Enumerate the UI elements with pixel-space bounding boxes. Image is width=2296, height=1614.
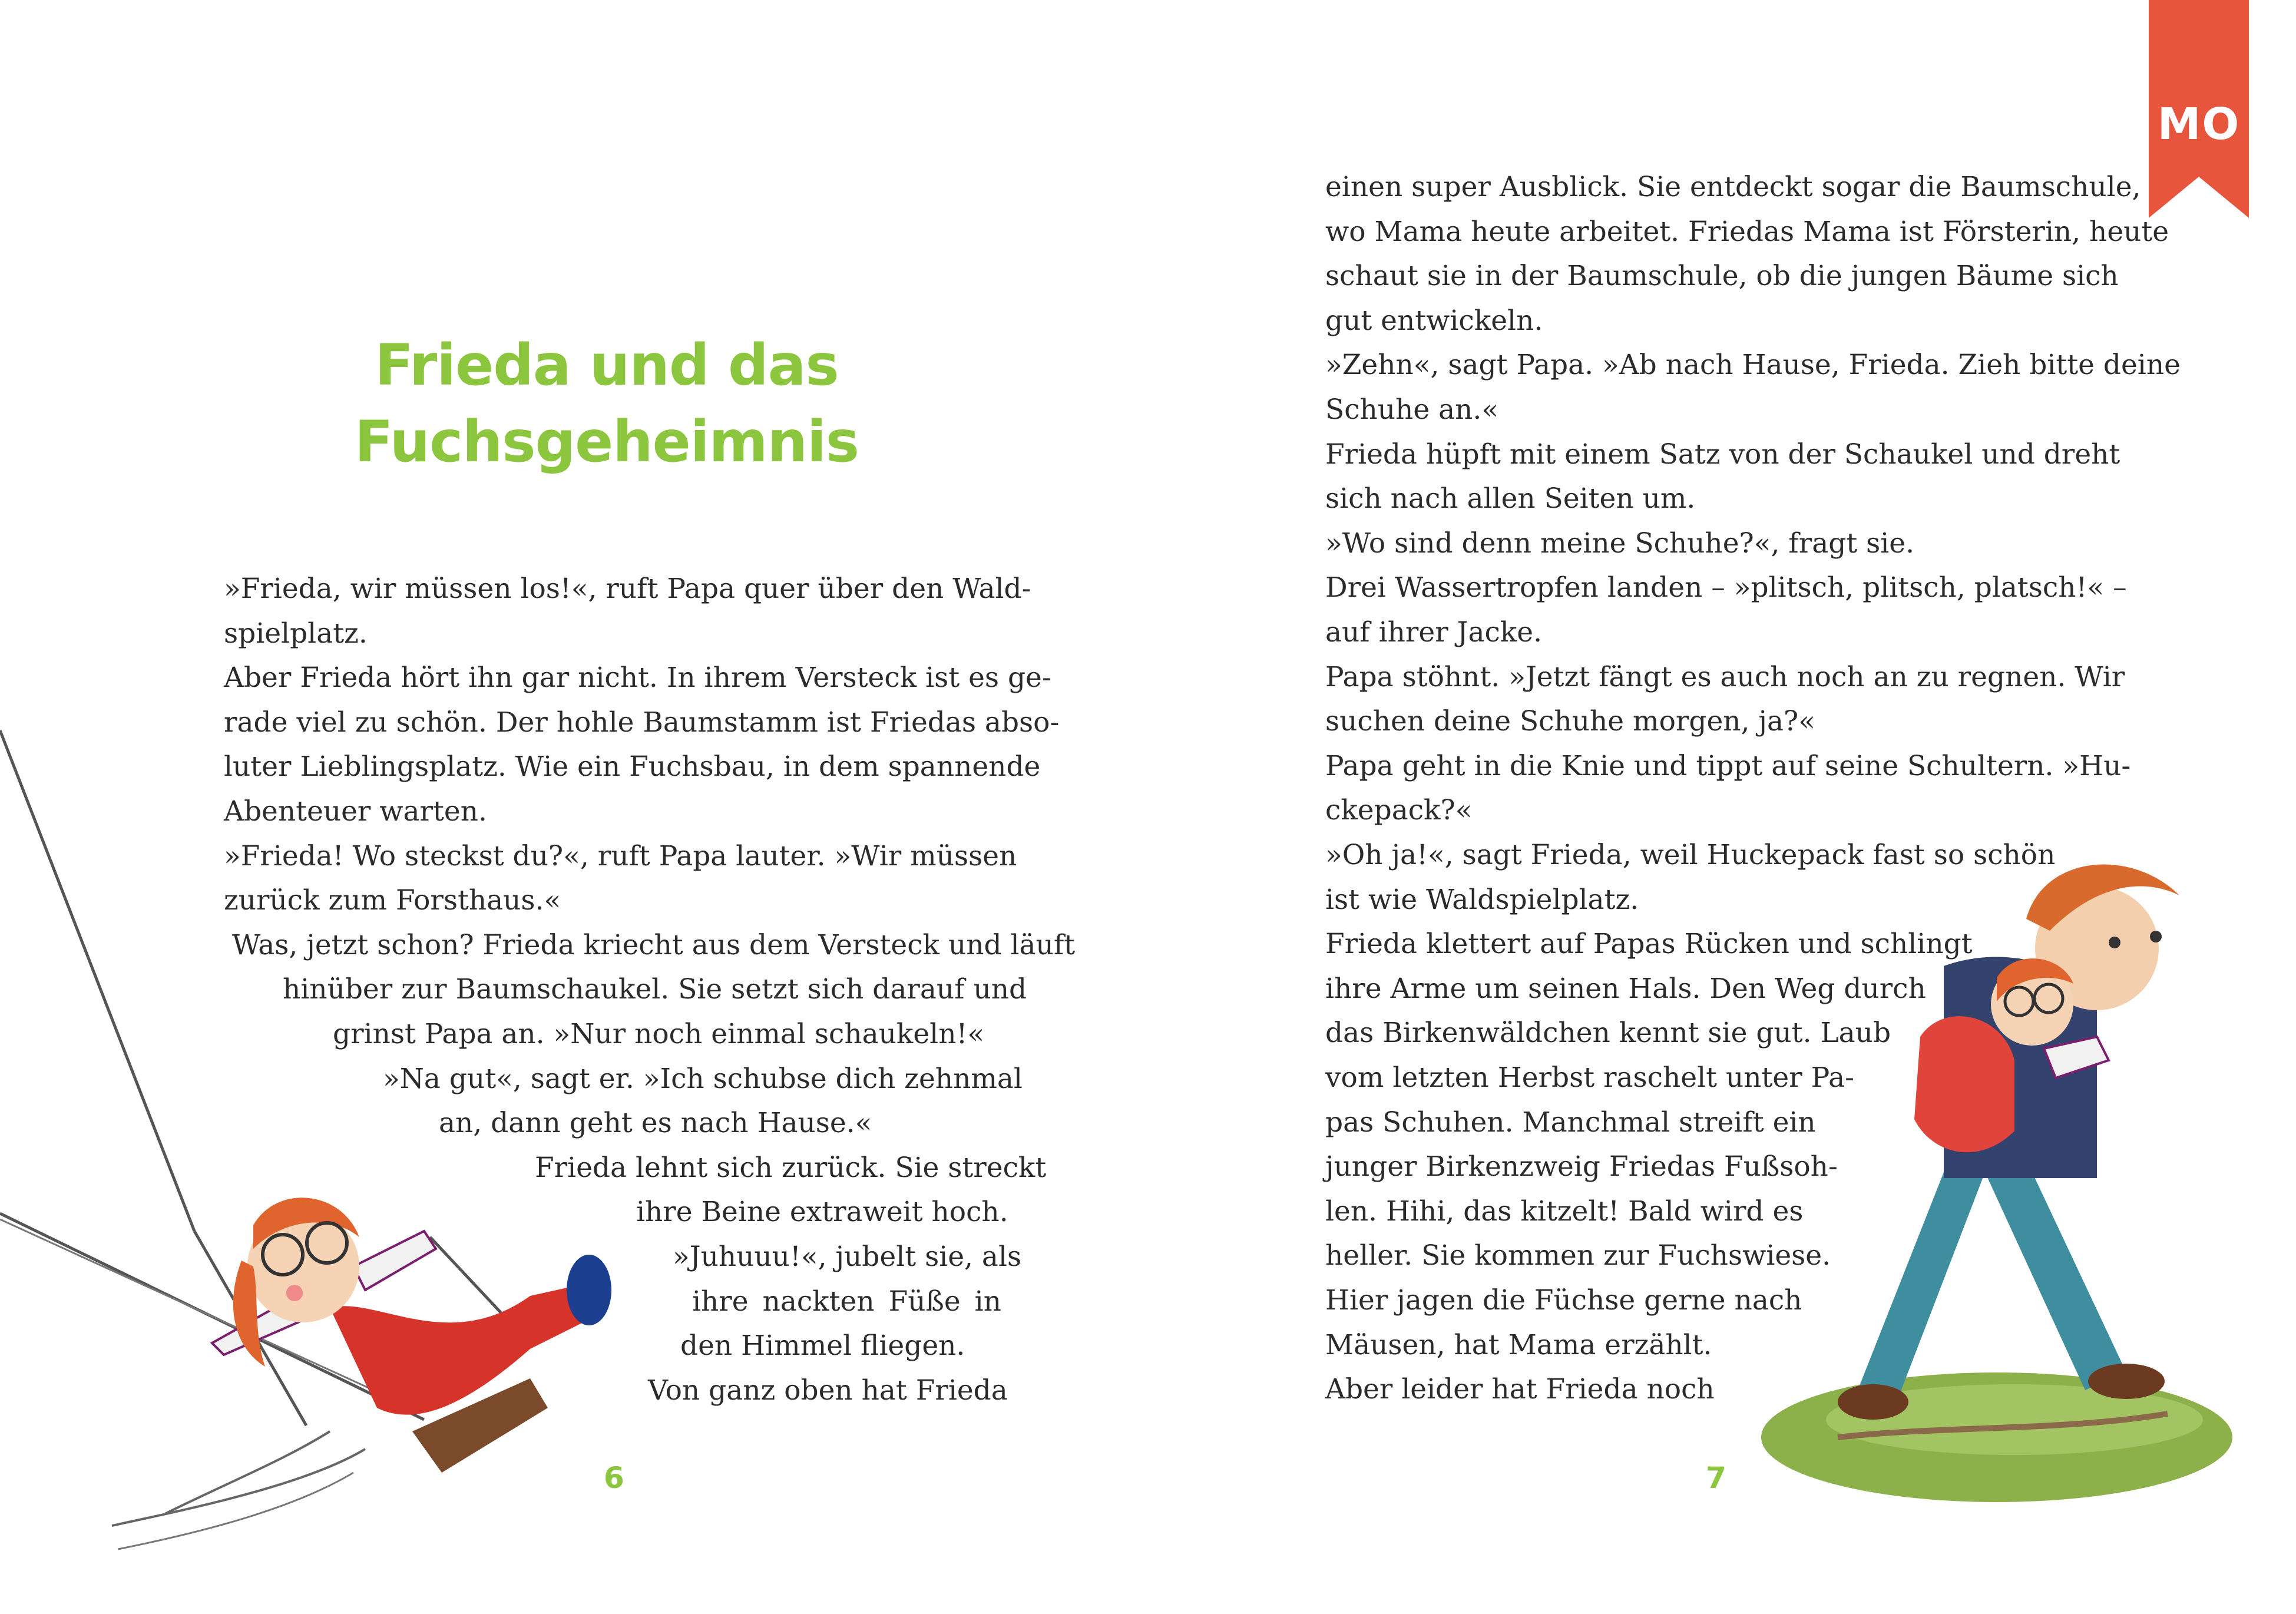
text-line: luter Lieblingsplatz. Wie ein Fuchsbau, in dem spannende — [224, 750, 1041, 783]
text-line: Abenteuer warten. — [224, 795, 487, 828]
text-line: »Oh ja!«, sagt Frieda, weil Huckepack fast so schön — [1325, 839, 2056, 871]
text-line: hinüber zur Baumschaukel. Sie setzt sich darauf und — [283, 973, 1027, 1006]
text-line: Was, jetzt schon? Frieda kriecht aus dem Versteck und läuft — [232, 928, 1076, 961]
text-line: das Birkenwäldchen kennt sie gut. Laub — [1325, 1017, 1891, 1050]
text-line: an, dann geht es nach Hause.« — [439, 1107, 872, 1140]
left-page-text — [224, 567, 1076, 1421]
text-line: wo Mama heute arbeitet. Friedas Mama ist Försterin, heute — [1325, 215, 2169, 248]
text-line: Schuhe an.« — [1325, 393, 1499, 426]
text-line: gut entwickeln. — [1325, 304, 1543, 337]
text-line: den Himmel fliegen. — [680, 1329, 965, 1362]
text-line: grinst Papa an. »Nur noch einmal schaukeln!« — [333, 1018, 985, 1050]
day-bookmark-label: MO — [2157, 99, 2241, 150]
text-line: suchen deine Schuhe morgen, ja?« — [1325, 705, 1815, 738]
text-line: Papa stöhnt. »Jetzt fängt es auch noch an zu regnen. Wir — [1325, 660, 2125, 693]
text-line: »Juhuuu!«, jubelt sie, als — [673, 1241, 1022, 1273]
text-line: Von ganz oben hat Frieda — [648, 1374, 1008, 1407]
text-line: Papa geht in die Knie und tippt auf seine Schultern. »Hu- — [1325, 749, 2131, 782]
page-number-left: 6 — [604, 1461, 624, 1495]
text-line: pas Schuhen. Manchmal streift ein — [1325, 1106, 1816, 1139]
text-line: Frieda hüpft mit einem Satz von der Schaukel und dreht — [1325, 438, 2120, 471]
text-line: ihre Arme um seinen Hals. Den Weg durch — [1325, 972, 1926, 1005]
text-line: ihre Beine extraweit hoch. — [636, 1196, 1008, 1229]
text-line: »Zehn«, sagt Papa. »Ab nach Hause, Frieda. Zieh bitte deine — [1325, 349, 2181, 382]
text-line: Aber leider hat Frieda noch — [1325, 1373, 1715, 1406]
text-line: Aber Frieda hört ihn gar nicht. In ihrem Versteck ist es ge- — [224, 662, 1051, 694]
chapter-title-line-2: Fuchsgeheimnis — [354, 409, 859, 475]
text-line: Drei Wassertropfen landen – »plitsch, plitsch, platsch!« – — [1325, 571, 2127, 604]
text-line: einen super Ausblick. Sie entdeckt sogar die Baumschule, — [1325, 171, 2141, 203]
chapter-title-line-1: Frieda und das — [375, 332, 839, 398]
text-line: rade viel zu schön. Der hohle Baumstamm ist Friedas abso- — [224, 706, 1060, 739]
text-line: sich nach allen Seiten um. — [1325, 482, 1696, 515]
text-line: junger Birkenzweig Friedas Fußsoh- — [1325, 1150, 1838, 1183]
text-line: spielplatz. — [224, 617, 368, 650]
text-line: len. Hihi, das kitzelt! Bald wird es — [1325, 1195, 1804, 1228]
right-page-text — [1325, 165, 2181, 1420]
text-line: vom letzten Herbst raschelt unter Pa- — [1325, 1061, 1855, 1094]
text-line: »Wo sind denn meine Schuhe?«, fragt sie. — [1325, 527, 1915, 560]
text-line: Mäusen, hat Mama erzählt. — [1325, 1328, 1712, 1361]
text-line: Hier jagen die Füchse gerne nach — [1325, 1284, 1802, 1317]
text-line: auf ihrer Jacke. — [1325, 616, 1543, 649]
text-line: »Na gut«, sagt er. »Ich schubse dich zehnmal — [383, 1062, 1023, 1095]
text-line: »Frieda, wir müssen los!«, ruft Papa quer über den Wald- — [224, 573, 1031, 605]
text-line: Frieda lehnt sich zurück. Sie streckt — [535, 1151, 1047, 1184]
text-line: zurück zum Forsthaus.« — [224, 884, 561, 917]
text-line: Frieda klettert auf Papas Rücken und schlingt — [1325, 928, 1973, 961]
text-line: schaut sie in der Baumschule, ob die jungen Bäume sich — [1325, 260, 2119, 293]
text-line: ckepack?« — [1325, 794, 1473, 827]
text-line: ihre nackten Füße in — [692, 1285, 1001, 1318]
text-line: »Frieda! Wo steckst du?«, ruft Papa lauter. »Wir müssen — [224, 839, 1017, 872]
chapter-title — [330, 327, 884, 480]
text-line: ist wie Waldspielplatz. — [1325, 883, 1639, 916]
page-number-right: 7 — [1706, 1461, 1726, 1495]
text-line: heller. Sie kommen zur Fuchswiese. — [1325, 1239, 1831, 1272]
